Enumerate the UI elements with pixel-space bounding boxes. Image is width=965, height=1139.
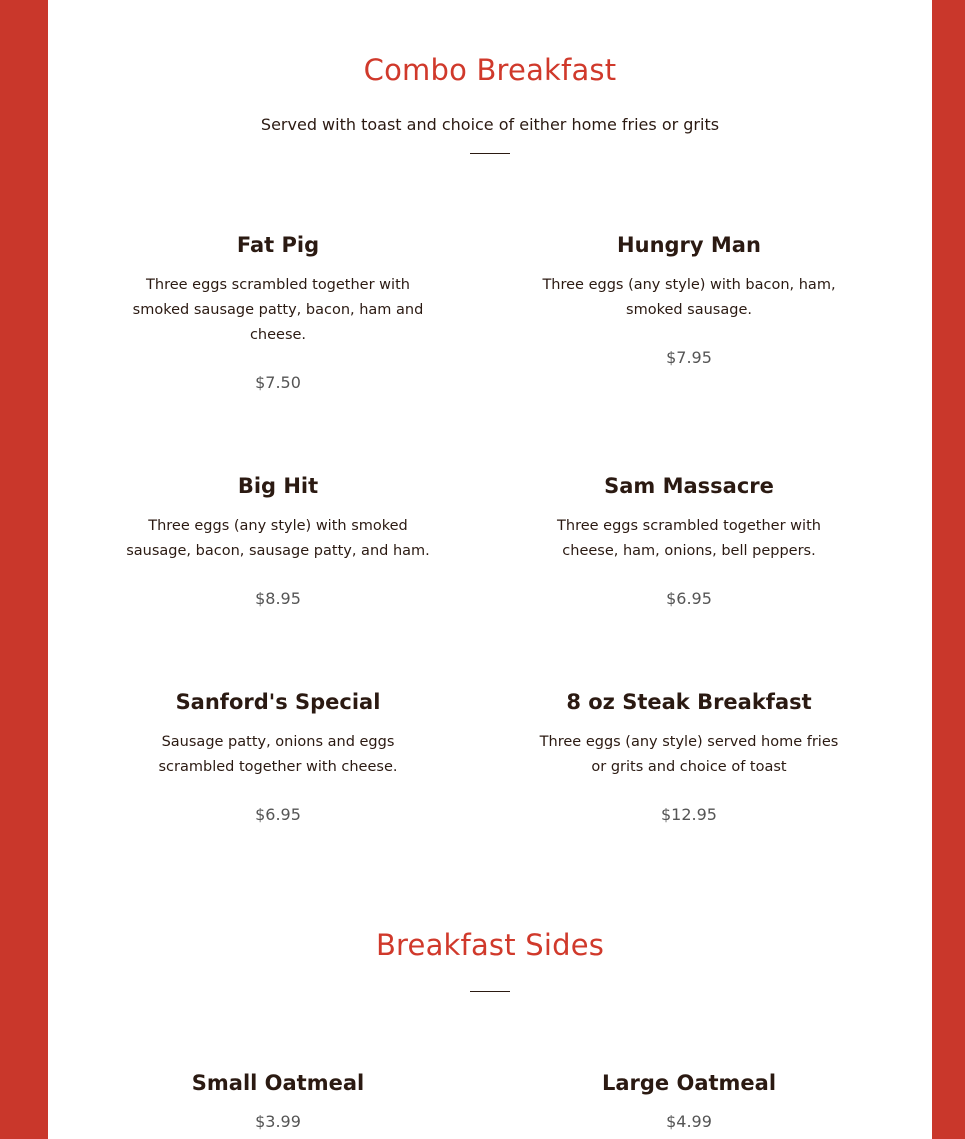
item-price: $6.95: [255, 805, 301, 824]
menu-page: [48, 0, 932, 1139]
item-description: Three eggs (any style) with smoked sausage, bacon, sausage patty, and ham.: [126, 518, 430, 559]
item-price: $7.95: [666, 348, 712, 367]
item-name: Sanford's Special: [175, 690, 381, 714]
breakfast-sides-title: Breakfast Sides: [375, 928, 605, 962]
item-name: Big Hit: [237, 474, 319, 498]
menu-item-large-oatmeal: [534, 1070, 844, 1132]
item-price: $8.95: [255, 589, 301, 608]
menu-item-sanfords-special: [123, 689, 433, 825]
menu-item-sam-massacre: [534, 473, 844, 609]
menu-item-small-oatmeal: [123, 1070, 433, 1132]
item-description: Three eggs scrambled together with cheese, ham, onions, bell peppers.: [557, 518, 821, 559]
item-name: Hungry Man: [617, 233, 761, 257]
item-description: Sausage patty, onions and eggs scrambled together with cheese.: [158, 734, 398, 775]
item-name: Small Oatmeal: [191, 1071, 365, 1095]
item-description: Three eggs (any style) with bacon, ham, smoked sausage.: [542, 277, 836, 318]
item-price: $6.95: [666, 589, 712, 608]
menu-item-fat-pig: [123, 232, 433, 393]
combo-divider: [470, 153, 510, 154]
item-name: 8 oz Steak Breakfast: [566, 690, 812, 714]
item-price: $12.95: [661, 805, 717, 824]
item-description: Three eggs scrambled together with smoked sausage patty, bacon, ham and cheese.: [132, 277, 424, 343]
item-name: Sam Massacre: [604, 474, 774, 498]
menu-item-big-hit: [123, 473, 433, 609]
combo-breakfast-title: Combo Breakfast: [363, 53, 617, 87]
combo-breakfast-subtitle: Served with toast and choice of either home fries or grits: [260, 115, 720, 134]
item-name: Fat Pig: [236, 233, 320, 257]
sides-divider: [470, 991, 510, 992]
item-price: $4.99: [666, 1112, 712, 1131]
item-price: $7.50: [255, 373, 301, 392]
menu-item-steak-breakfast: [534, 689, 844, 825]
item-price: $3.99: [255, 1112, 301, 1131]
menu-item-hungry-man: [534, 232, 844, 368]
item-description: Three eggs (any style) served home fries or grits and choice of toast: [539, 734, 839, 775]
item-name: Large Oatmeal: [601, 1071, 777, 1095]
